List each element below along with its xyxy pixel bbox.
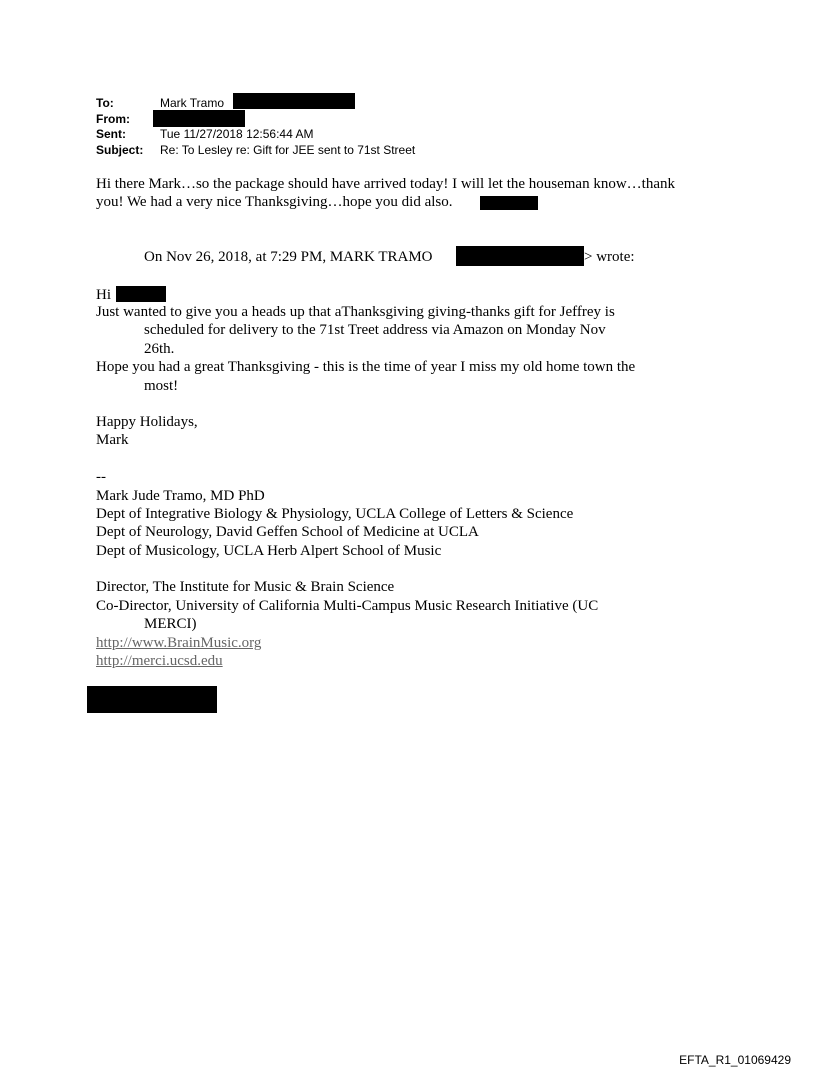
merci-link[interactable]: http://merci.ucsd.edu: [96, 653, 223, 669]
to-value: Mark Tramo: [160, 96, 225, 110]
redaction-from: [153, 110, 245, 127]
original-p2-line2: most!: [144, 378, 179, 394]
signature-name: Mark Jude Tramo, MD PhD: [96, 488, 265, 504]
redaction-signature-block: [87, 686, 217, 713]
reply-line-2: you! We had a very nice Thanksgiving…hope you did also.: [96, 194, 453, 210]
to-label: To:: [96, 96, 114, 110]
from-label: From:: [96, 112, 130, 126]
reply-line-1: Hi there Mark…so the package should have arrived today! I will let the houseman know…thank: [96, 176, 676, 192]
original-p1-line3: 26th.: [144, 341, 175, 357]
signature-dept-1: Dept of Integrative Biology & Physiology, UCLA College of Letters & Science: [96, 506, 574, 522]
document-id: EFTA_R1_01069429: [679, 1053, 791, 1067]
original-p1-line1: Just wanted to give you a heads up that aThanksgiving giving-thanks gift for Jeffrey is: [96, 304, 615, 320]
redaction-to-email: [233, 93, 355, 109]
subject-label: Subject:: [96, 143, 144, 157]
brainmusic-link[interactable]: http://www.BrainMusic.org: [96, 635, 262, 651]
signature-codirector-line-2: MERCI): [144, 616, 197, 632]
redaction-quote-email: [456, 246, 584, 266]
original-greeting: Hi: [96, 287, 111, 303]
signature-separator: --: [96, 469, 106, 485]
original-closing: Happy Holidays,: [96, 414, 198, 430]
signature-director: Director, The Institute for Music & Brain Science: [96, 579, 395, 595]
redaction-greeting-name: [116, 286, 166, 302]
signature-dept-2: Dept of Neurology, David Geffen School of Medicine at UCLA: [96, 524, 479, 540]
signature-codirector-line-1: Co-Director, University of California Multi-Campus Music Research Initiative (UC: [96, 598, 599, 614]
subject-value: Re: To Lesley re: Gift for JEE sent to 71st Street: [160, 143, 416, 157]
original-p2-line1: Hope you had a great Thanksgiving - this is the time of year I miss my old home town the: [96, 359, 636, 375]
redaction-reply-signoff: [480, 196, 538, 210]
quote-intro: On Nov 26, 2018, at 7:29 PM, MARK TRAMO: [144, 249, 433, 265]
signature-dept-3: Dept of Musicology, UCLA Herb Alpert School of Music: [96, 543, 442, 559]
sent-label: Sent:: [96, 127, 126, 141]
sent-value: Tue 11/27/2018 12:56:44 AM: [160, 127, 314, 141]
quote-intro-suffix: > wrote:: [584, 249, 635, 265]
original-p1-line2: scheduled for delivery to the 71st Treet address via Amazon on Monday Nov: [144, 322, 606, 338]
original-name: Mark: [96, 432, 129, 448]
